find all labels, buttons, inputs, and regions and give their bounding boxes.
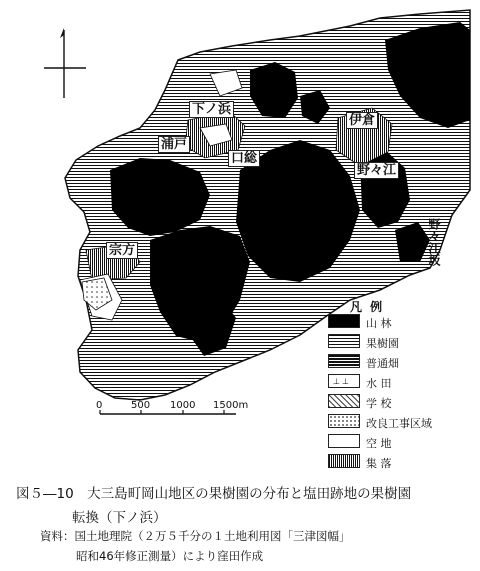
- legend-label-field: 普通畑: [366, 357, 399, 370]
- vacant-swatch-icon: [328, 434, 360, 448]
- forest-swatch-icon: [328, 314, 360, 328]
- orchard-swatch-icon: [328, 334, 360, 348]
- legend-label-forest: 山 林: [366, 317, 392, 330]
- legend-label-reclaimed: 改良工事区域: [366, 417, 432, 430]
- school-swatch-icon: [328, 394, 360, 408]
- place-label-ura: 浦戸: [158, 136, 190, 153]
- paddy-swatch-icon: ⊥⊥: [328, 374, 360, 388]
- legend-item-vacant: [328, 434, 478, 450]
- source-note-line2: 昭和46年修正測量）により窪田作成: [76, 549, 264, 563]
- field-swatch-icon: [328, 354, 360, 368]
- legend-item-forest: [328, 314, 478, 330]
- scale-tick-0: 0: [96, 400, 103, 411]
- north-arrow-icon: [44, 28, 86, 98]
- place-label-nonoe: 野々江: [354, 162, 399, 179]
- legend-title: 凡 例: [350, 300, 385, 314]
- legend-item-orchard: [328, 334, 478, 350]
- legend-label-orchard: 果樹園: [366, 337, 399, 350]
- figure-caption: 図５―10 大三島町岡山地区の果樹園の分布と塩田跡地の果樹園: [16, 486, 412, 502]
- place-label-munakata: 宗方: [106, 242, 138, 259]
- scale-tick-500: 500: [131, 400, 151, 411]
- figure-caption-line2: 転換（下ノ浜）: [72, 510, 167, 526]
- legend-label-vacant: 空 地: [366, 437, 392, 450]
- legend-label-settlement: 集 落: [366, 457, 392, 470]
- source-note: 資料：国土地理院（２万５千分の１土地利用図「三津図幅」: [40, 529, 351, 543]
- legend-item-reclaimed: [328, 414, 478, 430]
- legend-item-field: [328, 354, 478, 370]
- settlement-swatch-icon: [328, 454, 360, 468]
- legend-item-school: [328, 394, 478, 410]
- place-label-iju: 伊倉: [346, 112, 378, 129]
- legend-item-paddy: [328, 374, 478, 390]
- reclaimed-swatch-icon: [328, 414, 360, 428]
- legend-label-school: 学 校: [366, 397, 392, 410]
- legend-label-paddy: 水 田: [366, 377, 392, 390]
- legend-item-settlement: [328, 454, 478, 470]
- scale-tick-1500: 1500m: [213, 400, 249, 411]
- place-label-shimonohama: 下ノ浜: [189, 101, 234, 118]
- place-label-kuchisou: 口総: [228, 150, 260, 167]
- place-label-nonoe-saka: 野々江坂: [427, 218, 441, 266]
- scale-tick-1000: 1000: [170, 400, 196, 411]
